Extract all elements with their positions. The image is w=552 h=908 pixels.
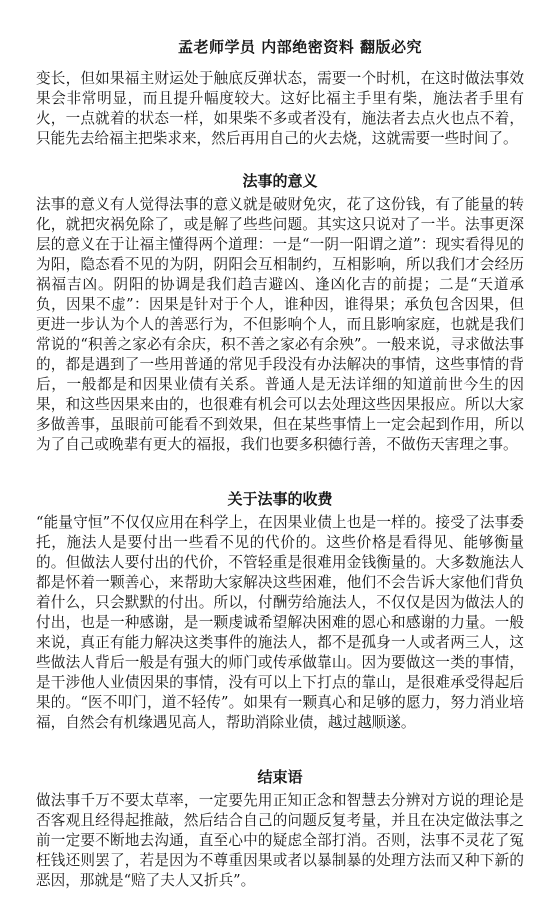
section-body-conclusion: 做法事千万不要太草率，一定要先用正知正念和智慧去分辨对方说的理论是否客观且经得起推敲，然后结合自己的问题反复考量，并且在决定做法事之前一定要不断地去沟通，直至心中的疑虑全部打消。否则，法事不灵花了冤枉钱还则罢了，若是因为不尊重因果或者以暴制暴的处理方法而又种下新的恶因，那就是“赔了夫人又折兵”。 (36, 792, 524, 889)
section-body-meaning: 法事的意义有人觉得法事的意义就是破财免灾，花了这份钱，有了能量的转化，就把灾祸免除了，或是解了些些问题。其实这只说对了一半。法事更深层的意义在于让福主懂得两个道理：一是“一阴一阳谓之道”：现实看得见的为阳，隐态看不见的为阴，阴阳会互相制约，互相影响，所以我们才会经历祸福吉凶。阴阳的协调是我们趋吉避凶、逢凶化吉的前提；二是“天道承负，因果不虚”：因果是针对于个人，谁种因，谁得果；承负包含因果，但更进一步认为个人的善恶行为，不但影响个人，而且影响家庭，也就是我们常说的“积善之家必有余庆，积不善之家必有余殃”。一般来说，寻求做法事的，都是遇到了一些用普通的常见手段没有办法解决的事情，这些事情的背后，一般都是和因果业债有关系。普通人是无法详细的知道前世今生的因果，和这些因果来由的，也很难有机会可以去处理这些因果报应。所以大家多做善事，虽眼前可能看不到效果，但在某些事情上一定会起到作用，所以为了自己或晚辈有更大的福报，我们也要多积德行善，不做伤天害理之事。 (36, 196, 524, 453)
page-header: 孟老师学员 内部绝密资料 翻版必究 (178, 38, 422, 56)
section-body-fees: “能量守恒”不仅仅应用在科学上，在因果业债上也是一样的。接受了法事委托，施法人是要付出一些看不见的代价的。这些价格是看得见、能够衡量的。但做法人要付出的代价，不管轻重是很难用金钱衡量的。大多数施法人都是怀着一颗善心，来帮助大家解决这些困难，他们不会告诉大家他们背负着什么，只会默默的付出。所以，付酬劳给施法人，不仅仅是因为做法人的付出，也是一种感谢，是一颗虔诚希望解决困难的恩心和感谢的力量。一般来说，真正有能力解决这类事件的施法人，都不是孤身一人或者两三人，这些做法人背后一般是有强大的师门或传承做靠山。因为要做这一类的事情，是干涉他人业债因果的事情，没有可以上下打点的靠山，是很难承受得起后果的。“医不叩门，道不轻传”。如果有一颗真心和足够的愿力，努力消业培福，自然会有机缘遇见高人，帮助消除业债，越过越顺遂。 (36, 514, 524, 731)
section-title-fees: 关于法事的收费 (227, 490, 333, 508)
section-title-conclusion: 结束语 (257, 768, 303, 786)
section-title-meaning: 法事的意义 (242, 172, 318, 190)
intro-paragraph: 变长，但如果福主财运处于触底反弹状态，需要一个时机，在这时做法事效果会非常明显，而且提升幅度较大。这好比福主手里有柴，施法者手里有火，一点就着的状态一样，如果柴不多或者没有，施法者去点火也点不着，只能先去给福主把柴求来，然后再用自己的火去烧，这就需要一些时间了。 (36, 70, 524, 147)
